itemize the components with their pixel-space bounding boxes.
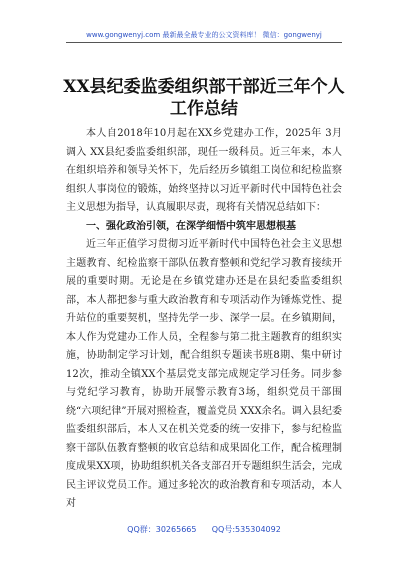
page-footer: QQ群：30265665 QQ号:535304092 — [127, 525, 281, 534]
section-heading: 一、强化政治引领，在深学细悟中筑牢思想根基 — [86, 220, 296, 232]
intro-paragraph: 本人自2018年10月起在XX乡党建办工作，2025年 3月调入 XX县纪委监委组织部，现任一级科员。近三年来，本人在组织培养和领导关怀下，先后经历乡镇组工岗位和纪检监察组织人事岗位的锻炼，始终坚持以习近平新时代中国特色社会主义思想为指导，认真履职尽责，现将有关情况总结如下： — [66, 128, 342, 213]
document-title: XX县纪委监委组织部干部近三年个人工作总结 — [63, 77, 345, 119]
document-body — [66, 125, 342, 514]
page-header: www.gongwenyj.com 最新最全最专业的公文资料库！ 微信：gongwenyj — [86, 31, 322, 39]
header-divider — [66, 42, 342, 43]
body-paragraph: 近三年正值学习贯彻习近平新时代中国特色社会主义思想主题教育、纪检监察干部队伍教育整顿和党纪学习教育接续开展的重要时期。无论是在乡镇党建办还是在县纪委监委组织部，本人都把参与重大政治教育和专项活动作为锤炼党性、提升站位的重要契机，坚持先学一步、深学一层。在乡镇期间，本人作为党建办工作人员，全程参与第二批主题教育的组织实施，协助制定学习计划，配合组织专题读书班8期、集中研讨12次，推动全镇XX个基层党支部完成规定学习任务。同步参与党纪学习教育，协助开展警示教育3场，组织党员干部围绕“六项纪律”开展对照检查，覆盖党员 XXX余名。调入县纪委监委组织部后，本人又在机关党委的统一安排下，参与纪检监察干部队伍教育整顿的收官总结和成果固化工作，配合梳理制度成果XX项，协助组织机关各支部召开专题组织生活会，完成民主评议党员工作。通过多轮次的政治教育和专项活动，本人对 — [66, 239, 342, 509]
